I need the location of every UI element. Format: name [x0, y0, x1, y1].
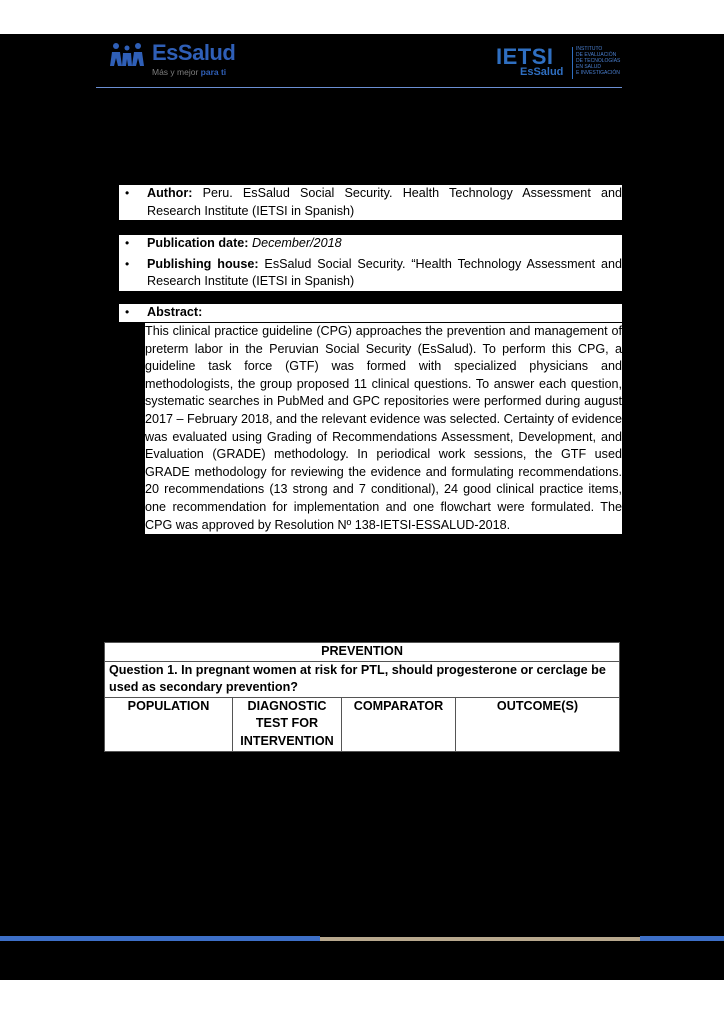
ietsi-logo — [496, 44, 626, 84]
essalud-tagline — [152, 67, 226, 77]
column-header: OUTCOME(S) — [456, 697, 620, 751]
document-page — [0, 34, 724, 980]
tagline-highlight: para ti — [200, 67, 227, 77]
publication-date-value: December/2018 — [251, 236, 342, 250]
publication-date-label: Publication date: — [147, 236, 249, 250]
publishing-house-value: EsSalud Social Security. “Health Technology Assessment and Research Institute (IETSI in Spanish) — [147, 256, 622, 289]
ietsi-divider — [572, 47, 573, 79]
section-header: PREVENTION — [105, 643, 620, 662]
ietsi-description — [576, 46, 636, 76]
column-header: COMPARATOR — [342, 697, 456, 751]
ietsi-acronym: IETSI — [496, 44, 554, 69]
footer-rule — [0, 936, 724, 942]
publishing-house-item — [119, 256, 622, 291]
ietsi-desc-line: INSTITUTO — [576, 46, 603, 52]
essalud-logo — [110, 40, 240, 82]
essalud-brand: EsSalud — [152, 40, 236, 65]
ietsi-desc-line: DE TECNOLOGÍAS — [576, 58, 621, 64]
table-header-row — [105, 697, 620, 751]
publication-block — [119, 235, 622, 291]
question-cell: Question 1. In pregnant women at risk for PTL, should progesterone or cerclage be used as secondary prevention? — [105, 661, 620, 697]
publishing-house-label: Publishing house: — [147, 256, 259, 271]
bullet-icon: • — [125, 186, 130, 200]
footer-rule-blue — [0, 936, 320, 941]
abstract-heading — [119, 304, 622, 322]
abstract-text: This clinical practice guideline (CPG) approaches the prevention and management of preterm labor in the Peruvian Social Security (EsSalud). To perform this CPG, a guideline task force (GTF) was formed with specialized physicians and methodologists, the group proposed 11 clinical questions. To answer each question, systematic searches in PubMed and GPC repositories were performed during august 2017 – February 2018, and the relevant evidence was selected. Certainty of evidence was evaluated using Grading of Recommendations Assessment, Development, and Evaluation (GRADE) methodology. In periodical work sessions, the GTF used GRADE methodology for reviewing the evidence and formulating recommendations. 20 recommendations (13 strong and 7 conditional), 24 good clinical practice items, one recommendation for implementation and one flowchart were formulated. The CPG was approved by Resolution Nº 138-IETSI-ESSALUD-2018. — [145, 323, 622, 534]
bullet-icon: • — [125, 236, 130, 250]
abstract-label: Abstract: — [147, 305, 203, 319]
column-header: POPULATION — [105, 697, 233, 751]
ietsi-desc-line: E INVESTIGACIÓN — [576, 70, 620, 76]
bullet-icon: • — [125, 305, 130, 319]
prevention-table — [104, 642, 620, 752]
ietsi-sub: EsSalud — [520, 66, 564, 78]
family-figures-icon — [110, 42, 150, 68]
author-item — [119, 185, 622, 220]
ietsi-desc-line: EN SALUD — [576, 64, 602, 70]
author-text: Peru. EsSalud Social Security. Health Technology Assessment and Research Institute (IETSI in Spanish) — [147, 186, 622, 218]
page-header — [0, 34, 724, 90]
column-header: DIAGNOSTIC TEST FOR INTERVENTION — [233, 697, 342, 751]
ietsi-desc-line: DE EVALUACIÓN — [576, 52, 617, 58]
table-section-row — [105, 643, 620, 662]
header-rule — [96, 87, 622, 88]
table-question-row — [105, 661, 620, 697]
bullet-icon: • — [125, 256, 130, 271]
tagline-prefix: Más y mejor — [152, 67, 201, 77]
author-block — [119, 185, 622, 220]
author-label: Author: — [147, 186, 193, 200]
footer-rule-blue-end — [640, 936, 724, 941]
publication-date-item — [119, 235, 622, 253]
abstract-heading-block — [119, 304, 622, 322]
